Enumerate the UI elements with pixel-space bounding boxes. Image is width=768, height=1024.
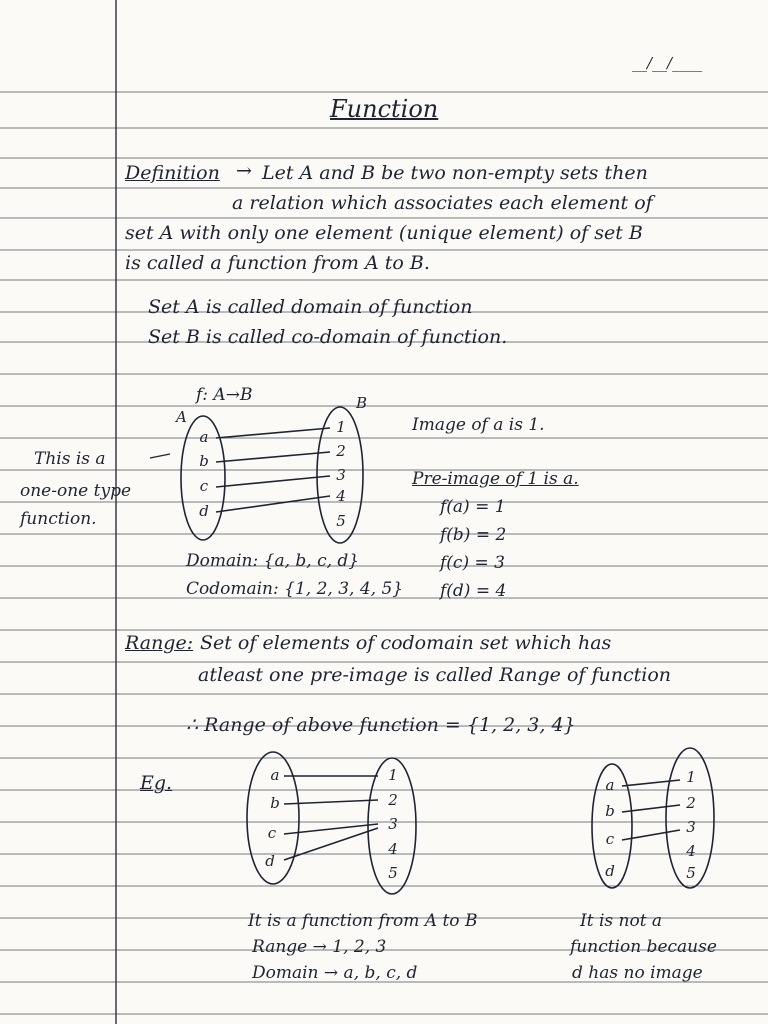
eg1-caption-line-3: Domain → a, b, c, d: [252, 963, 418, 983]
set-b-element: 4: [336, 487, 346, 505]
eg1-set-a-element: d: [265, 852, 275, 870]
set-b-element: 1: [336, 418, 346, 436]
side-note-line-3: function.: [20, 509, 97, 529]
mapping-fc: f(c) = 3: [440, 553, 505, 573]
page-title: Function: [330, 95, 439, 123]
arrow-d-4: [216, 496, 330, 512]
codomain-statement: Set B is called co-domain of function.: [148, 326, 508, 348]
eg2-caption-line-2: function because: [570, 937, 717, 957]
set-a-element: d: [199, 502, 209, 520]
example-label: Eg.: [140, 772, 173, 794]
date-field: __/__/____: [632, 54, 703, 72]
definition-line-2: a relation which associates each element of: [232, 192, 653, 214]
set-a-label: A: [176, 408, 187, 426]
eg2-caption-line-1: It is not a: [580, 911, 663, 931]
mapping-fd: f(d) = 4: [440, 581, 507, 601]
eg2-set-a-element: c: [605, 830, 615, 848]
eg1-set-b-element: 2: [388, 791, 398, 809]
set-b-element: 5: [336, 512, 346, 530]
domain-set: Domain: {a, b, c, d}: [186, 551, 360, 571]
eg2-arrow-a-1: [622, 780, 680, 786]
image-note: Image of a is 1.: [412, 415, 545, 435]
eg1-set-a-element: b: [270, 794, 280, 812]
eg2-set-b-element: 4: [686, 842, 696, 860]
set-a-element: b: [199, 452, 209, 470]
eg1-set-b-element: 5: [388, 864, 398, 882]
definition-line-1: Let A and B be two non-empty sets then: [262, 162, 648, 184]
eg2-caption-line-3: d has no image: [572, 963, 703, 983]
codomain-set: Codomain: {1, 2, 3, 4, 5}: [186, 579, 404, 599]
definition-line-4: is called a function from A to B.: [125, 252, 430, 274]
range-heading: Range:: [125, 632, 194, 654]
definition-line-3: set A with only one element (unique element) of set B: [125, 222, 643, 244]
eg1-set-a-element: c: [267, 824, 277, 842]
side-note-line-2: one-one type: [20, 481, 132, 501]
eg2-set-b-element: 5: [686, 864, 696, 882]
eg1-caption-line-2: Range → 1, 2, 3: [252, 937, 387, 957]
arrow-c-3: [216, 476, 330, 487]
set-a-element: c: [199, 477, 209, 495]
eg2-set-b-element: 1: [686, 768, 696, 786]
domain-statement: Set A is called domain of function: [148, 296, 473, 318]
eg1-set-b-element: 4: [388, 840, 398, 858]
eg2-set-a-element: b: [605, 802, 615, 820]
eg2-set-a-element: a: [605, 776, 615, 794]
eg1-set-a-element: a: [270, 766, 280, 784]
map-label: f: A→B: [196, 385, 253, 405]
side-note-arrow: [150, 454, 170, 458]
preimage-note: Pre-image of 1 is a.: [412, 469, 579, 489]
mapping-fa: f(a) = 1: [440, 497, 506, 517]
eg1-set-b-element: 1: [388, 766, 398, 784]
set-b-element: 3: [336, 466, 346, 484]
set-a-element: a: [199, 428, 209, 446]
range-line-2: atleast one pre-image is called Range of function: [198, 664, 672, 686]
set-b-label: B: [356, 394, 368, 412]
mapping-fb: f(b) = 2: [440, 525, 507, 545]
side-note-line-1: This is a: [34, 449, 106, 469]
set-b-element: 2: [336, 442, 346, 460]
eg2-set-a-element: d: [605, 862, 615, 880]
arrow-b-2: [216, 452, 330, 462]
definition-arrow: →: [236, 160, 252, 182]
eg2-set-b-element: 3: [686, 818, 696, 836]
eg1-set-b-element: 3: [388, 815, 398, 833]
definition-heading: Definition: [125, 162, 220, 184]
arrow-a-1: [216, 428, 330, 438]
eg1-caption-line-1: It is a function from A to B: [248, 911, 478, 931]
eg2-set-b-element: 2: [686, 794, 696, 812]
range-line-1: Set of elements of codomain set which has: [200, 632, 612, 654]
range-line-3: ∴ Range of above function = {1, 2, 3, 4}: [186, 714, 576, 736]
eg2-arrow-c-3: [622, 830, 680, 840]
